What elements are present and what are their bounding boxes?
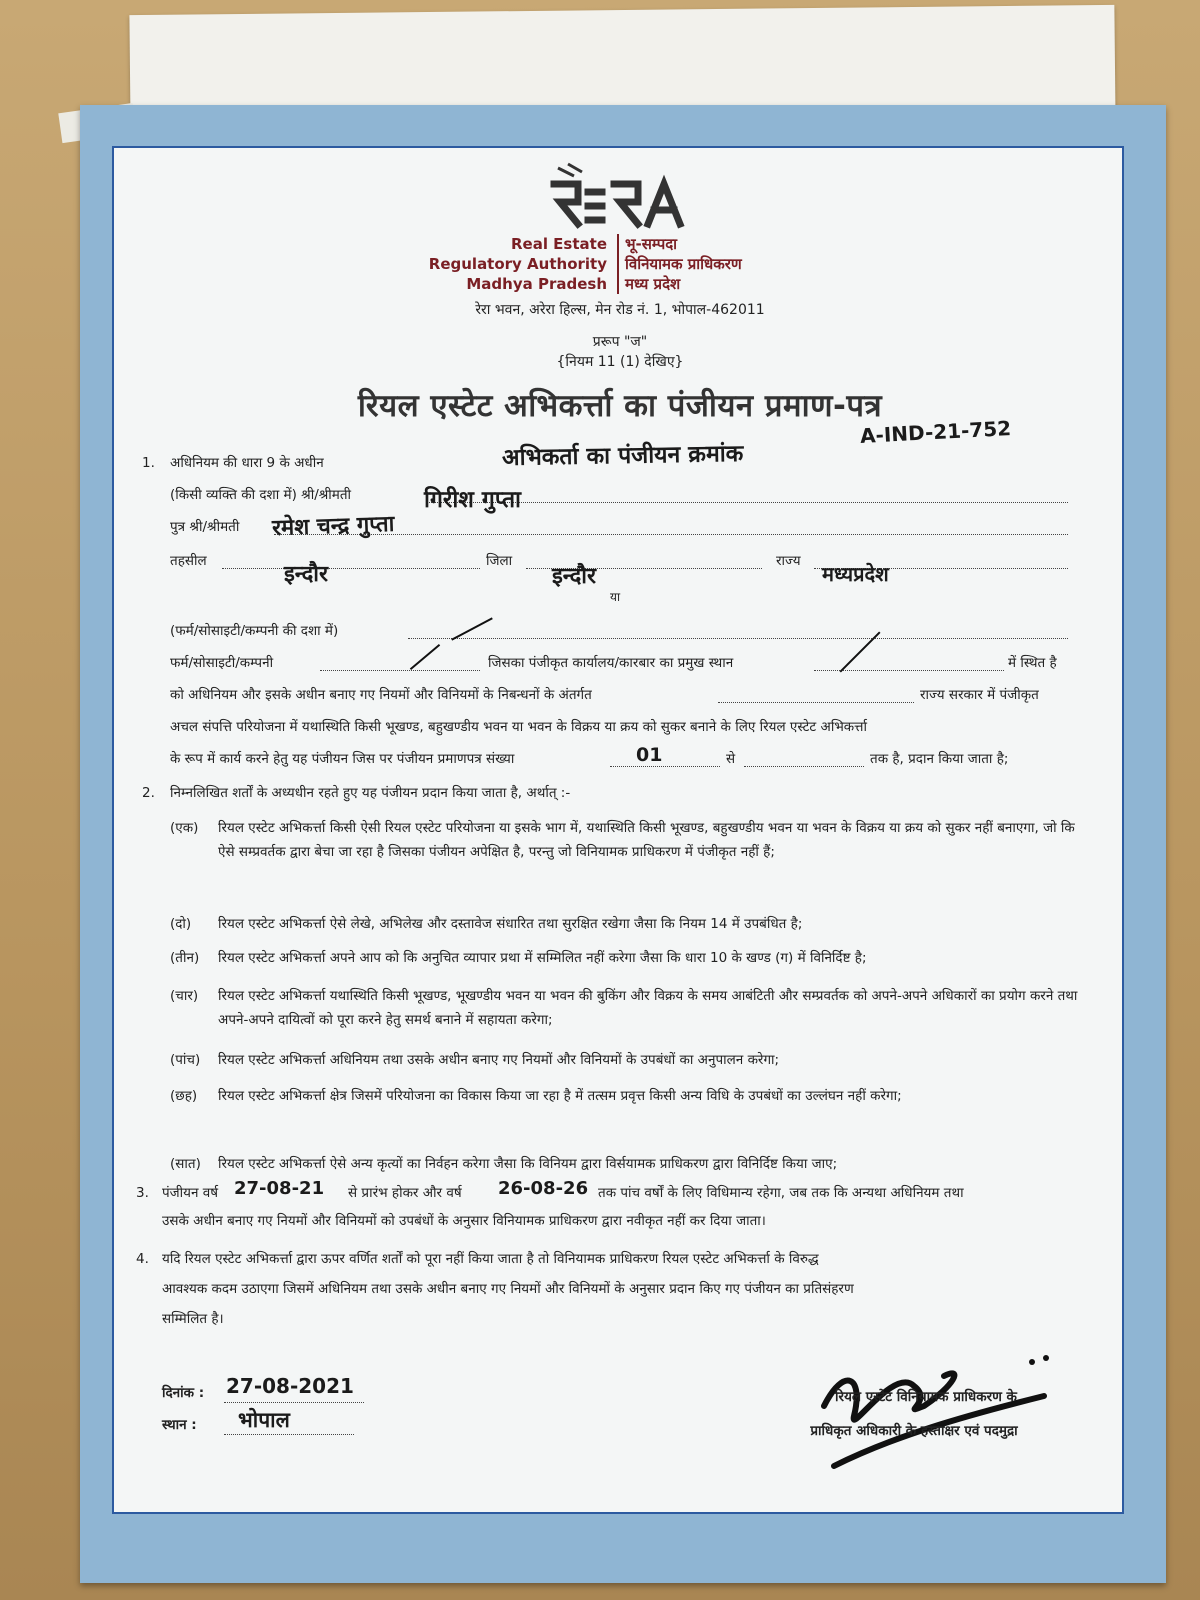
office-label: जिसका पंजीकृत कार्यालय/कारबार का प्रमुख स्थान: [488, 655, 734, 671]
rule-reference: {नियम 11 (1) देखिए}: [556, 354, 684, 370]
date-dotted-line: [224, 1402, 364, 1403]
tehsil-value: इन्दौर: [284, 562, 328, 587]
rera-logo-icon: [544, 162, 694, 232]
strike-mark: [410, 644, 440, 670]
district-value: इन्दौर: [552, 564, 596, 589]
para3-b: से: [726, 751, 736, 767]
section-2-intro: निम्नलिखित शर्तों के अध्यधीन रहते हुए यह पंजीयन प्रदान किया जाता है, अर्थात् :-: [170, 785, 571, 801]
svg-text:RERA: RERA: [617, 231, 621, 232]
page-title: रियल एस्टेट अभिकर्त्ता का पंजीयन प्रमाण-पत्र: [357, 388, 883, 424]
firm-dotted-line: [408, 638, 1068, 639]
place-label: स्थान :: [162, 1417, 197, 1433]
signature-icon: [804, 1326, 1074, 1486]
issue-date: 27-08-2021: [226, 1374, 354, 1398]
section-1-line1: अधिनियम की धारा 9 के अधीन: [170, 455, 324, 471]
valid-from-date: 27-08-21: [234, 1178, 325, 1199]
or-label: या: [610, 590, 621, 604]
form-label: प्ररूप "ज": [592, 334, 648, 350]
section-3-number: 3.: [136, 1185, 149, 1201]
situated-label: में स्थित है: [1008, 655, 1057, 671]
section-1-number: 1.: [142, 455, 155, 471]
section-3-line2: उसके अधीन बनाए गए नियमों और विनियमों को उपबंधों के अनुसार विनियामक प्राधिकरण द्वारा नवीकृत नहीं कर दिया जाता।: [162, 1213, 766, 1229]
registration-number: A-IND-21-752: [859, 416, 1012, 448]
district-label: जिला: [486, 553, 513, 569]
signature-caption-line2: प्राधिकृत अधिकारी के हस्ताक्षर एवं पदमुद्रा: [810, 1423, 1018, 1439]
to-dotted-line: [744, 766, 864, 767]
org-name-english: Real Estate Regulatory Authority Madhya Pradesh: [428, 235, 607, 293]
section-4-number: 4.: [136, 1251, 149, 1267]
para1-a: को अधिनियम और इसके अधीन बनाए गए नियमों और विनियमों के निबन्धनों के अंतर्गत: [170, 687, 592, 703]
section-4-line3: सम्मिलित है।: [162, 1311, 224, 1327]
org-name-hindi: भू-सम्पदा विनियामक प्राधिकरण मध्य प्रदेश: [617, 234, 885, 294]
cert-no-dotted-line: [610, 766, 720, 767]
state-label: राज्य: [776, 553, 801, 569]
father-name: रमेश चन्द्र गुप्ता: [271, 511, 395, 542]
agent-name: गिरीश गुप्ता: [424, 487, 522, 513]
person-label: (किसी व्यक्ति की दशा में) श्री/श्रीमती: [170, 487, 352, 503]
certificate-number: 01: [636, 744, 663, 766]
firm-name-dotted-line: [320, 670, 480, 671]
firm-case-label: (फर्म/सोसाइटी/कम्पनी की दशा में): [170, 623, 339, 639]
firm-label: फर्म/सोसाइटी/कम्पनी: [170, 655, 274, 671]
para1-b: राज्य सरकार में पंजीकृत: [920, 687, 1039, 703]
tehsil-dotted-line: [222, 568, 480, 569]
para3-a: के रूप में कार्य करने हेतु यह पंजीयन जिस पर पंजीयन प्रमाणपत्र संख्या: [170, 751, 515, 767]
para2: अचल संपत्ति परियोजना में यथास्थिति किसी भूखण्ड, बहुखण्डीय भवन या भवन के विक्रय या क्रय को सुकर बनाने के लिए रियल एस्टेट अभिकर्त्ता: [170, 719, 868, 735]
section-3-b: से प्रारंभ होकर और वर्ष: [348, 1185, 462, 1201]
section-4-line1: यदि रियल एस्टेट अभिकर्त्ता द्वारा ऊपर वर्णित शर्तों को पूरा नहीं किया जाता है तो विनियामक प्राधिकरण रियल एस्टेट अभिकर्त्ता के विरुद्ध: [162, 1251, 819, 1267]
state-value: मध्यप्रदेश: [822, 562, 889, 586]
valid-to-date: 26-08-26: [498, 1178, 589, 1199]
issue-place: भोपाल: [238, 1408, 290, 1432]
section-3-a: पंजीयन वर्ष: [162, 1185, 219, 1201]
office-address: रेरा भवन, अरेरा हिल्स, मेन रोड नं. 1, भोपाल-462011: [475, 302, 765, 318]
certificate: RERA Real Estate Regulatory Authority Madhya Pradesh भू-सम्पदा विनियामक प्राधिकरण मध्य प्रदेश रेरा भवन, अरेरा हिल्स, मेन रोड नं. 1, भोपाल-462011 प्ररूप "ज" {नियम 11 (1) देखिए} रियल एस्टेट अभिकर्त्ता का पंजीयन प्रमाण-पत्र 1. अधिनियम की धारा 9 के अधीन अभिकर्ता का पंजीयन क्रमांक A-IND-21-752 (किसी व्यक्ति की दशा में) श्री/श्रीमती गिरीश गुप्ता पुत्र श्री/श्रीमती रमेश चन्द्र गुप्ता तहसील जिला राज्य इन्दौर इन्दौर मध्यप्रदेश या (फर्म/सोसाइटी/कम्पनी की दशा में) फर्म/सोसाइटी/कम्पनी जिसका पंजीकृत कार्यालय/कारबार का प्रमुख स्थान में स्थित है को अधिनियम और इसके अधीन बनाए गए नियमों और विनियमों के निबन्धनों के अंतर्गत राज्य सरकार में पंजीकृत अचल संपत्ति परियोजना में यथास्थिति किसी भूखण्ड, बहुखण्डीय भवन या भवन के विक्रय या क्रय को सुकर बनाने के लिए रियल एस्टेट अभिकर्त्ता के रूप में कार्य करने हेतु यह पंजीयन जिस पर पंजीयन प्रमाणपत्र संख्या 01 से तक है, प्रदान किया जाता है; 2. निम्नलिखित शर्तों के अध्यधीन रहते हुए यह पंजीयन प्रदान किया जाता है, अर्थात् :- (एक) रियल एस्टेट अभिकर्त्ता किसी ऐसी रियल एस्टेट परियोजना या इसके भाग में, यथास्थिति किसी भूखण्ड, बहुखण्डीय भवन या भवन के विक्रय या क्रय को सुकर नहीं बनाएगा, जो कि ऐसे सम्प्रवर्तक द्वारा बेचा जा रहा है जिसका पंजीयन अपेक्षित है, परन्तु जो विनियामक प्राधिकरण में पंजीकृत नहीं हैं; (दो) रियल एस्टेट अभिकर्त्ता ऐसे लेखे, अभिलेख और दस्तावेज संधारित तथा सुरक्षित रखेगा जैसा कि नियम 14 में उपबंधित है; (तीन) रियल एस्टेट अभिकर्त्ता अपने आप को कि अनुचित व्यापार प्रथा में सम्मिलित नहीं करेगा जैसा कि धारा 10 के खण्ड (ग) में विनिर्दिष्ट है; (चार) रियल एस्टेट अभिकर्त्ता यथास्थिति किसी भूखण्ड, भूखण्डीय भवन या भवन की बुकिंग और विक्रय के समय आबंटिती और सम्प्रवर्तक को अपने-अपने अधिकारों का प्रयोग करने तथा अपने-अपने दायित्वों को पूरा करने हेतु समर्थ बनाने में सहायता करेगा; (पांच) रियल एस्टेट अभिकर्त्ता अधिनियम तथा उसके अधीन बनाए गए नियमों और विनियमों के उपबंधों का अनुपालन करेगा; (छह) रियल एस्टेट अभिकर्त्ता क्षेत्र जिसमें परियोजना का विकास किया जा रहा है में तत्सम प्रवृत्त किसी अन्य विधि के उपबंधों का उल्लंघन नहीं करेगा; (सात) रियल एस्टेट अभिकर्त्ता ऐसे अन्य कृत्यों का निर्वहन करेगा जैसा कि विनियम द्वारा विर्सयामक प्राधिकरण द्वारा विनिर्दिष्ट किया जाए; 3. पंजीयन वर्ष 27-08-21 से प्रारंभ होकर और वर्ष 26-08-26 तक पांच वर्षों के लिए विधिमान्य रहेगा, जब तक कि अन्यथा अधिनियम तथा उसके अधीन बनाए गए नियमों और विनियमों को उपबंधों के अनुसार विनियामक प्राधिकरण द्वारा नवीकृत नहीं कर दिया जाता। 4. यदि रियल एस्टेट अभिकर्त्ता द्वारा ऊपर वर्णित शर्तों को पूरा नहीं किया जाता है तो विनियामक प्राधिकरण रियल एस्टेट अभिकर्त्ता के विरुद्ध आवश्यक कदम उठाएगा जिसमें अधिनियम तथा उसके अधीन बनाए गए नियमों और विनियमों के अनुसार प्रदान किए गए पंजीयन का प्रतिसंहरण सम्मिलित है। दिनांक : 27-08-2021 स्थान : भोपाल रियल एस्टेट विनियामक प्राधिकरण के प्राधिकृत अधिकारी के हस्ताक्षर एवं पदमुद्रा: [112, 146, 1124, 1514]
date-label: दिनांक :: [162, 1385, 205, 1401]
name-dotted-line: [426, 502, 1068, 503]
section-3-c: तक पांच वर्षों के लिए विधिमान्य रहेगा, जब तक कि अन्यथा अधिनियम तथा: [598, 1185, 964, 1201]
para3-c: तक है, प्रदान किया जाता है;: [870, 751, 1009, 767]
father-label: पुत्र श्री/श्रीमती: [170, 519, 240, 535]
section-2-number: 2.: [142, 785, 155, 801]
place-dotted-line: [224, 1434, 354, 1435]
section-4-line2: आवश्यक कदम उठाएगा जिसमें अधिनियम तथा उसके अधीन बनाए गए नियमों और विनियमों के अनुसार प्रदान किए गए पंजीयन का प्रतिसंहरण: [162, 1281, 854, 1297]
state-govt-dotted-line: [718, 702, 914, 703]
registration-label-handwritten: अभिकर्ता का पंजीयन क्रमांक: [501, 440, 744, 472]
signature-caption-line1: रियल एस्टेट विनियामक प्राधिकरण के: [835, 1389, 1017, 1405]
tehsil-label: तहसील: [170, 553, 207, 569]
